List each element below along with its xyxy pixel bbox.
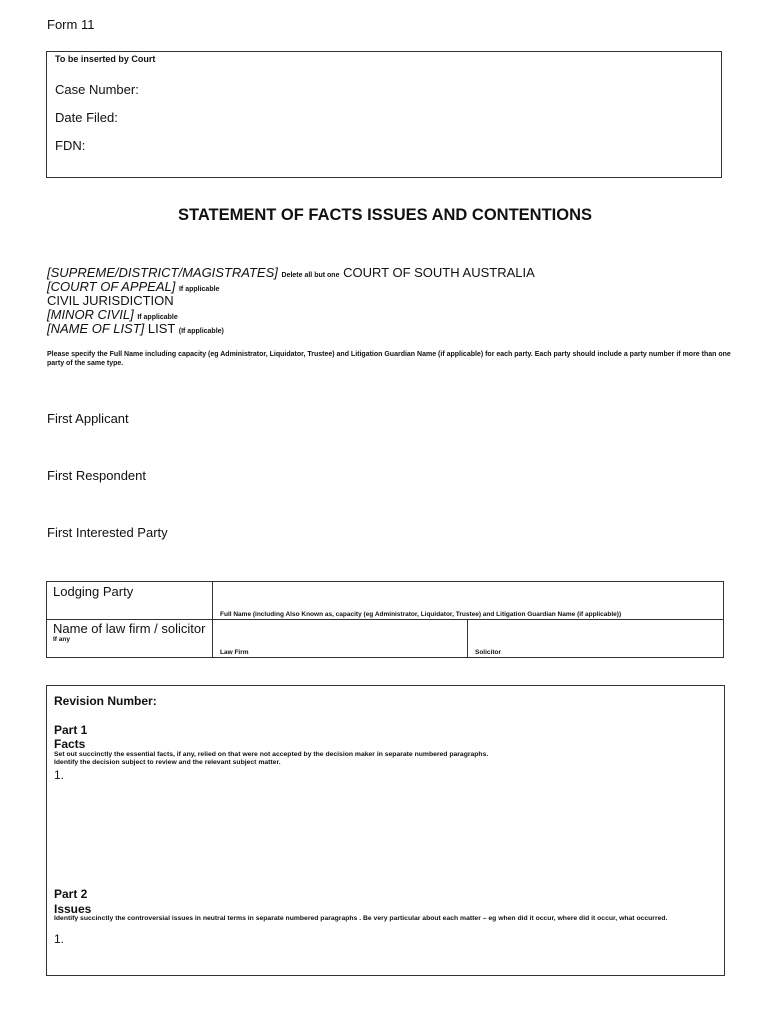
party-instruction: Please specify the Full Name including capacity (eg Administrator, Liquidator, Trustee) and Litigation Guardian Name (if applicable) for each party. Each party should include a party number if more than one party of the same type.	[47, 351, 731, 367]
lodging-party-label: Lodging Party	[53, 584, 134, 599]
part-2-instruction: Identify succinctly the controversial issues in neutral terms in separate numbered paragraphs . Be very particular about each matter – eg when did it occur, where did it occur, what occurred.	[54, 915, 668, 922]
minor-civil-note: If applicable	[137, 314, 178, 321]
part-2-heading: Part 2	[54, 887, 88, 901]
court-of-appeal: [COURT OF APPEAL]	[47, 279, 176, 294]
law-firm-caption: Law Firm	[220, 649, 249, 656]
date-filed-field: Date Filed:	[55, 110, 118, 125]
law-firm-label-cell	[47, 620, 213, 658]
law-firm-cell[interactable]	[213, 620, 468, 658]
revision-number-label: Revision Number:	[54, 694, 157, 708]
full-name-caption: Full Name (including Also Known as, capacity (eg Administrator, Liquidator, Trustee) and Litigation Guardian Name (if applicable))	[220, 611, 622, 618]
first-respondent-label: First Respondent	[47, 468, 146, 483]
court-box-header: To be inserted by Court	[55, 54, 156, 64]
minor-civil: [MINOR CIVIL]	[47, 307, 134, 322]
jurisdiction-line-5	[47, 322, 224, 339]
name-of-list-note: (If applicable)	[178, 328, 224, 335]
part-1-title: Facts	[54, 737, 86, 751]
name-of-list: [NAME OF LIST]	[47, 321, 145, 336]
list-word: LIST	[147, 321, 176, 336]
solicitor-cell[interactable]	[468, 620, 724, 658]
part-1-instruction-2: Identify the decision subject to review and the relevant subject matter.	[54, 759, 281, 766]
part-1-heading: Part 1	[54, 723, 88, 737]
case-number-field: Case Number:	[55, 82, 139, 97]
lodging-party-name-cell[interactable]	[213, 582, 724, 620]
statement-body-box	[46, 685, 725, 976]
court-use-box	[46, 51, 722, 178]
part-2-title: Issues	[54, 902, 92, 916]
law-firm-label: Name of law firm / solicitor	[53, 621, 206, 636]
page-title: STATEMENT OF FACTS ISSUES AND CONTENTIONS	[177, 206, 593, 224]
court-of-appeal-note: If applicable	[178, 286, 220, 293]
lodging-party-table	[46, 581, 724, 658]
fdn-field: FDN:	[55, 138, 86, 153]
part-1-paragraph-number: 1.	[54, 768, 65, 782]
jurisdiction-line-3: CIVIL JURISDICTION	[47, 293, 174, 308]
solicitor-caption: Solicitor	[475, 649, 502, 656]
form-number: Form 11	[47, 17, 95, 32]
part-2-paragraph-number: 1.	[54, 932, 65, 946]
law-firm-note: If any	[53, 636, 70, 643]
court-selection: [SUPREME/DISTRICT/MAGISTRATES]	[47, 265, 278, 280]
first-applicant-label: First Applicant	[47, 411, 129, 426]
court-name: COURT OF SOUTH AUSTRALIA	[343, 265, 535, 280]
first-interested-party-label: First Interested Party	[47, 525, 168, 540]
part-1-instruction-1: Set out succinctly the essential facts, if any, relied on that were not accepted by the decision maker in separate numbered paragraphs.	[54, 751, 489, 758]
lodging-party-label-cell	[47, 582, 213, 620]
court-selection-note: Delete all but one	[281, 272, 340, 279]
